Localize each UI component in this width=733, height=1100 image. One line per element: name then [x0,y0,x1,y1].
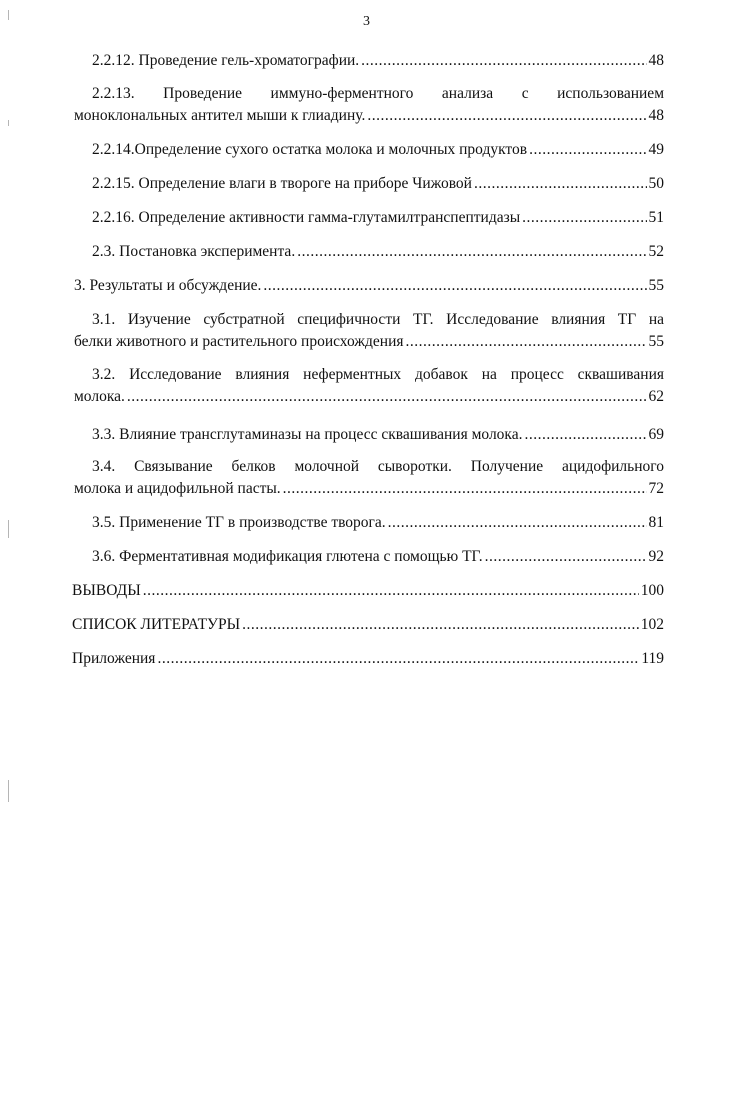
toc-entry-page: 55 [648,333,664,350]
toc-entry-3-2[interactable] [74,364,664,408]
scan-margin-mark [8,120,9,126]
toc-entry-3-6[interactable] [92,546,664,568]
leader-dots [297,241,646,263]
leader-dots [283,478,647,500]
toc-entry-page: 69 [648,426,664,443]
toc-entry-2-2-15[interactable] [92,173,664,195]
scan-margin-mark [8,780,9,802]
leader-dots [127,386,647,408]
toc-entry-page: 100 [640,582,664,599]
toc-entry-2-2-16[interactable] [92,207,664,229]
leader-dots [406,331,647,353]
toc-entry-2-2-13[interactable] [74,83,664,127]
toc-entry-title-line1: 3.1. Изучение субстратной специфичности ТГ. Исследование влияния ТГ на [92,311,664,328]
toc-entry-title: ВЫВОДЫ [72,582,141,599]
toc-entry-title: 3.6. Ферментативная модификация глютена с помощью ТГ. [92,548,483,565]
toc-entry-title-line1: 3.4. Связывание белков молочной сыворотки. Получение ацидофильного [92,458,664,475]
toc-entry-page: 92 [648,548,664,565]
leader-dots [242,614,639,636]
toc-entry-2-3[interactable] [92,241,664,263]
leader-dots [367,105,646,127]
toc-entry-3[interactable] [74,275,664,297]
toc-entry-page: 72 [648,480,664,497]
toc-entry-page: 55 [648,277,664,294]
toc-entry-page: 102 [640,616,664,633]
toc-entry-appendices[interactable] [72,648,664,670]
leader-dots [524,424,646,446]
toc-entry-2-2-12[interactable] [92,50,664,72]
toc-entry-page: 119 [641,650,664,667]
leader-dots [522,207,646,229]
toc-entry-3-4[interactable] [74,456,664,500]
toc-entry-page: 51 [648,209,664,226]
toc-entry-page: 48 [648,107,664,124]
leader-dots [263,275,646,297]
leader-dots [529,139,646,161]
toc-entry-title: СПИСОК ЛИТЕРАТУРЫ [72,616,241,633]
toc-entry-title: 2.2.14.Определение сухого остатка молока и молочных продуктов [92,141,528,158]
toc-entry-title-line1: 3.2. Исследование влияния неферментных добавок на процесс сквашивания [92,366,664,383]
toc-entry-title: 2.3. Постановка эксперимента. [92,243,296,260]
scan-margin-mark [8,10,9,20]
toc-entry-title: 3.5. Применение ТГ в производстве творога. [92,514,386,531]
toc-entry-title: 3.3. Влияние трансглутаминазы на процесс сквашивания молока. [92,426,523,443]
toc-entry-title: 2.2.15. Определение влаги в твороге на приборе Чижовой [92,175,472,192]
toc-entry-title: белки животного и растительного происхождения [74,333,404,350]
toc-entry-3-1[interactable] [74,309,664,353]
scan-margin-mark [8,520,9,538]
toc-entry-conclusions[interactable] [72,580,664,602]
toc-entry-page: 50 [648,175,664,192]
leader-dots [361,50,646,72]
page-number: 3 [363,14,370,29]
toc-entry-2-2-14[interactable] [92,139,664,161]
toc-entry-page: 52 [648,243,664,260]
toc-entry-page: 62 [648,388,664,405]
leader-dots [485,546,647,568]
toc-entry-references[interactable] [72,614,664,636]
leader-dots [157,648,639,670]
toc-entry-title: молока и ацидофильной пасты. [74,480,281,497]
toc-entry-title: молока. [74,388,125,405]
toc-entry-title: 2.2.12. Проведение гель-хроматографии. [92,52,360,69]
toc-entry-page: 49 [648,141,664,158]
leader-dots [143,580,639,602]
toc-entry-title: Приложения [72,650,156,667]
toc-entry-page: 81 [648,514,664,531]
toc-entry-title-line1: 2.2.13. Проведение иммуно-ферментного анализа с использованием [92,85,664,102]
toc-entry-title: 3. Результаты и обсуждение. [74,277,262,294]
toc-entry-3-3[interactable] [92,424,664,446]
toc-entry-3-5[interactable] [92,512,664,534]
toc-entry-title: моноклональных антител мыши к глиадину. [74,107,366,124]
leader-dots [474,173,647,195]
toc-entry-page: 48 [648,52,664,69]
leader-dots [388,512,647,534]
toc-entry-title: 2.2.16. Определение активности гамма-глутамилтранспептидазы [92,209,521,226]
